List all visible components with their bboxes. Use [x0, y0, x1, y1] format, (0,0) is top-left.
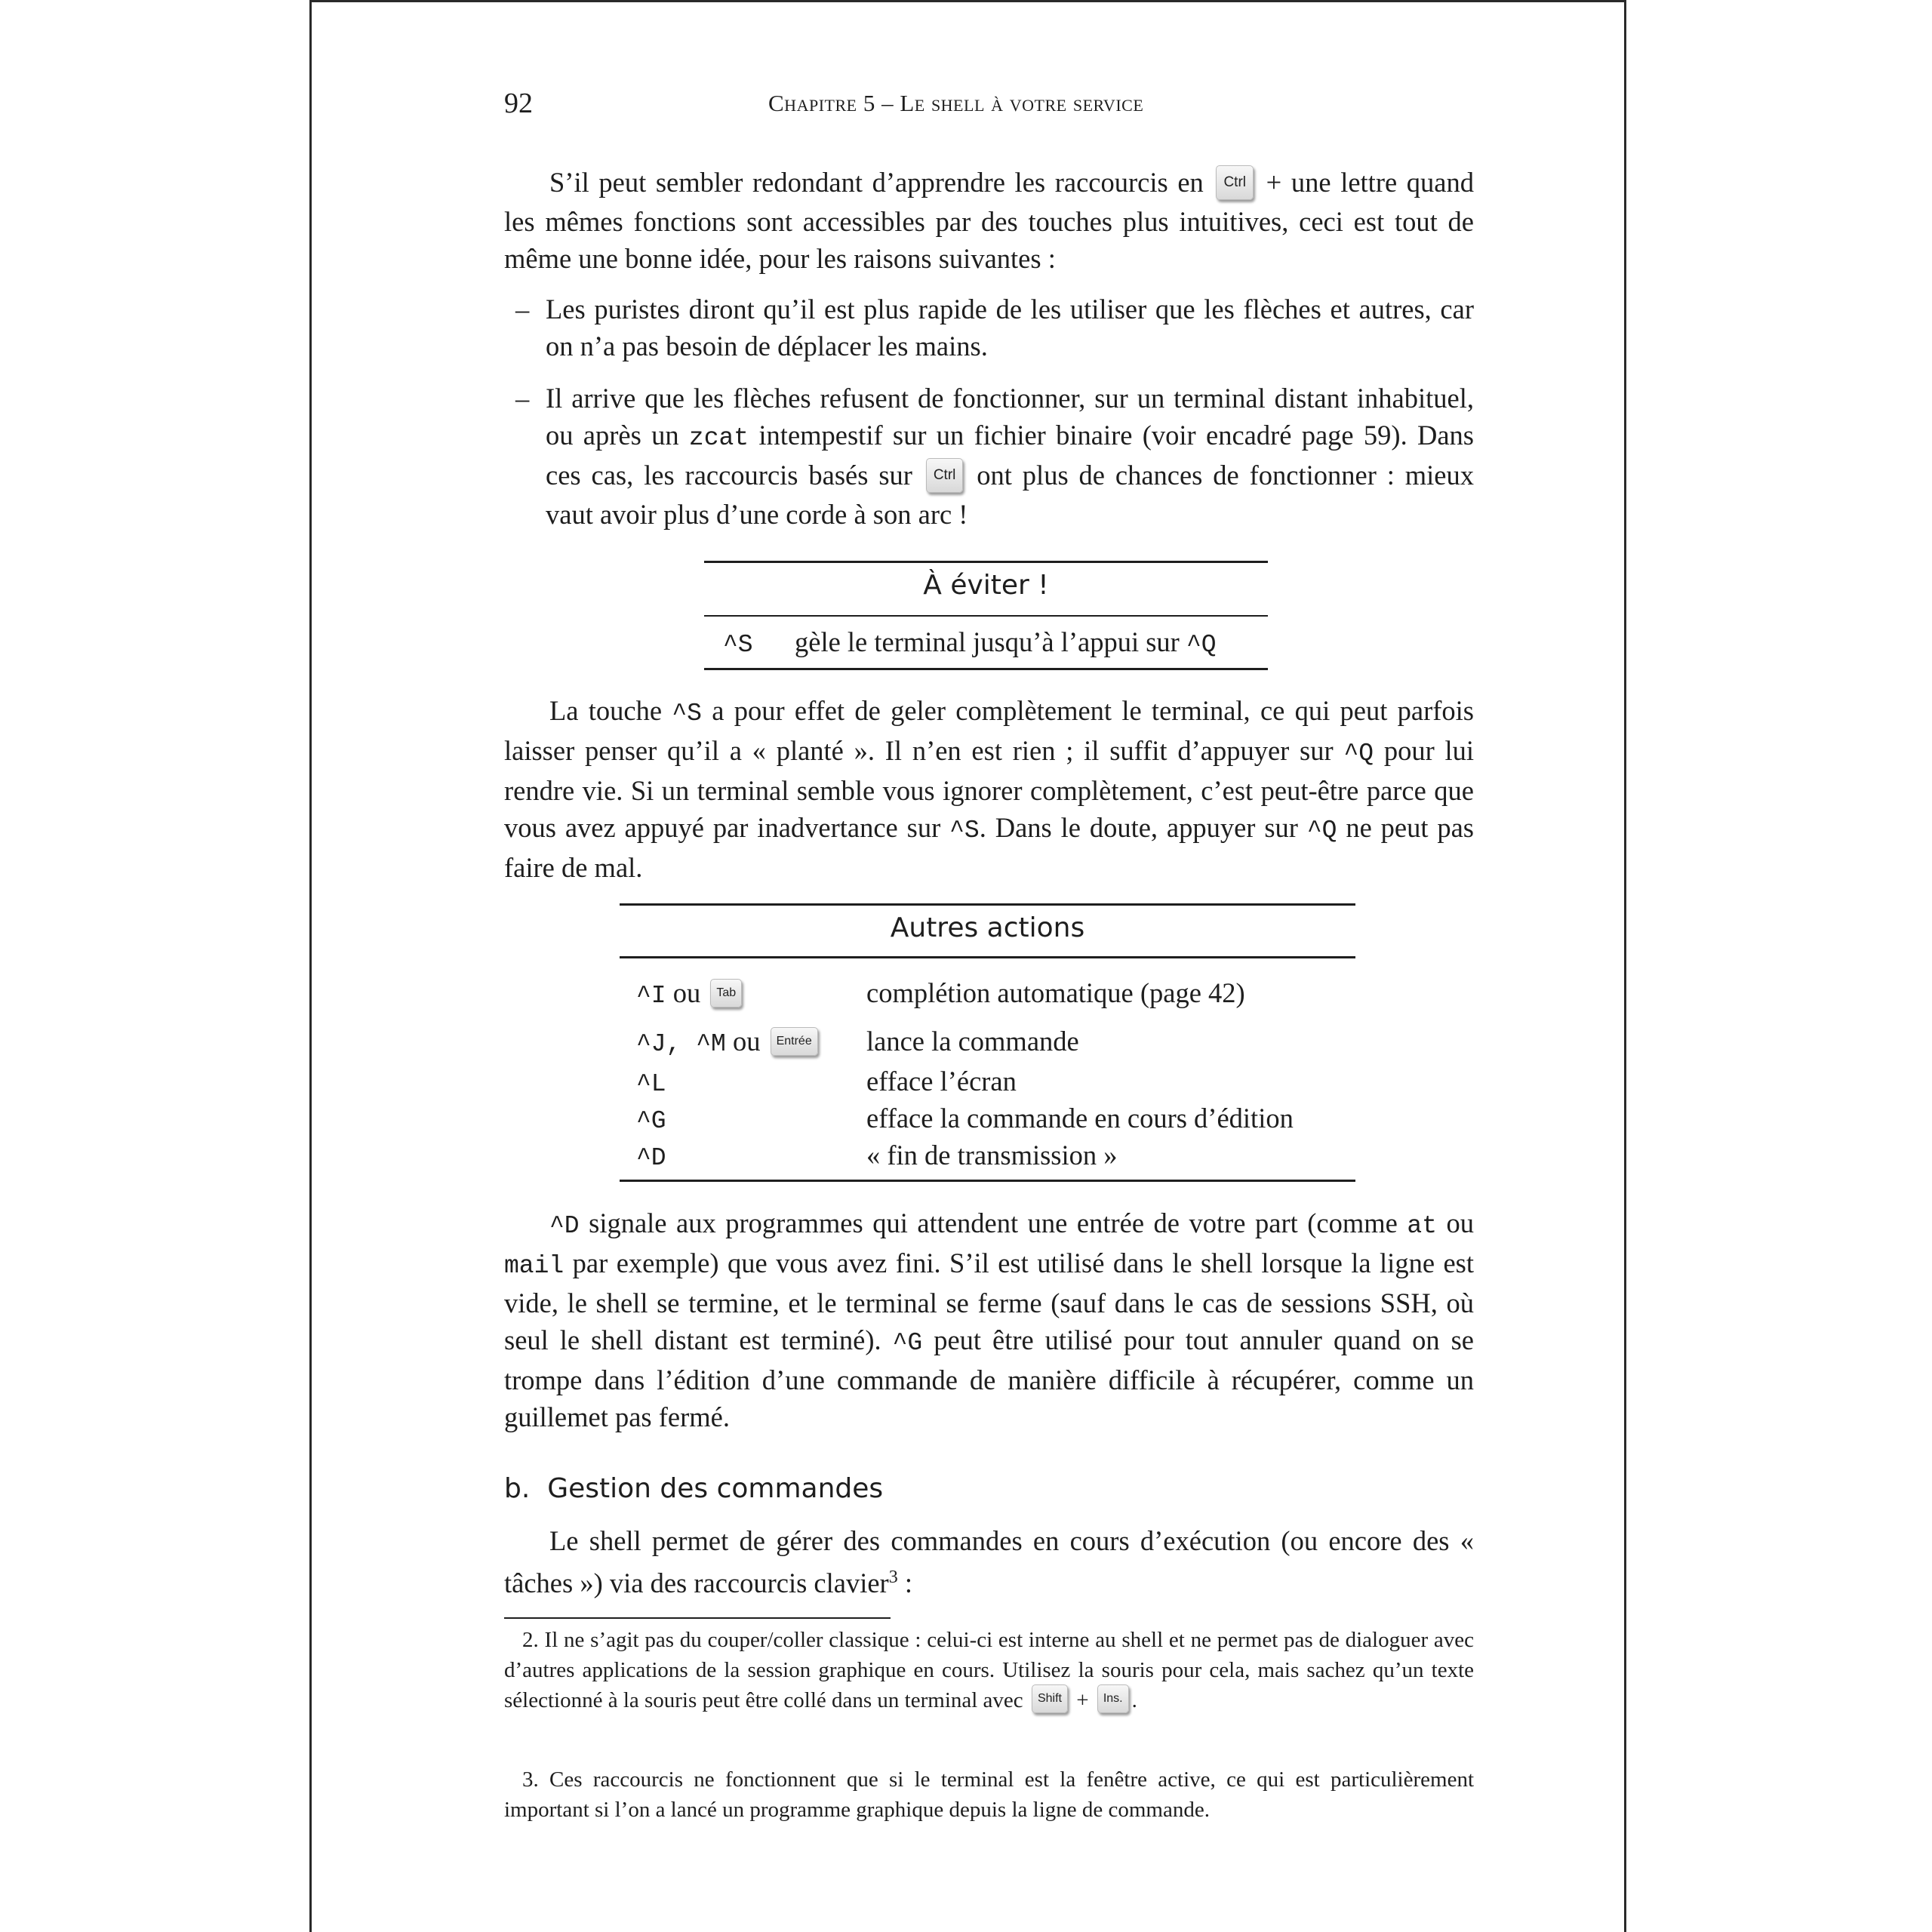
table-cell-desc: efface la commande en cours d’édition: [866, 1103, 1294, 1134]
table-mid-rule: [704, 615, 1268, 617]
paragraph-intro: [504, 164, 1474, 277]
ctrl-key-icon: Ctrl: [1216, 165, 1254, 200]
table-cell-key: ^D: [636, 1144, 666, 1172]
paragraph-eot: ^D signale aux programmes qui attendent une entrée de votre part (comme at ou mail par exemple) que vous avez fini. S’il est utilisé dans le shell lorsque la ligne est vide, le shell se termine, et le terminal se ferme (sauf dans le cas de sessions SSH, où seul le shell distant est terminé). ^G peut être utilisé pour tout annuler quand on se trompe dans l’édition d’une commande de manière difficile à récupérer, comme un guillemet pas fermé.: [504, 1208, 1475, 1432]
footnote-3: 3. Ces raccourcis ne fonctionnent que si le terminal est la fenêtre active, ce qui est particulièrement important si l’on a lancé un programme graphique depuis la ligne de commande.: [504, 1767, 1474, 1822]
text: ont plus de chances de fonctionner : mieux vaut avoir plus d’une corde à son arc !: [546, 460, 1474, 530]
table-cell-key: ^J, ^M ou Entrée: [636, 1023, 821, 1063]
text: S’il peut sembler redondant d’apprendre les raccourcis en: [549, 167, 1204, 198]
footnote-rule: [504, 1617, 891, 1619]
table-bottom-rule: [704, 668, 1268, 670]
table-top-rule: [620, 903, 1355, 906]
text: intempestif sur un fichier binaire (voir encadré page 59). Dans ces cas, les raccourcis basés sur: [546, 420, 1475, 491]
paragraph-freeze: La touche ^S a pour effet de geler complètement le terminal, ce qui peut parfois laisser penser qu’il a « planté ». Il n’en est rien ; il suffit d’appuyer sur ^Q pour lui rendre vie. Si un terminal semble vous ignorer complètement, c’est peut-être parce que vous avez appuyé par inadvertance sur ^S. Dans le doute, appuyer sur ^Q ne peut pas faire de mal.: [504, 695, 1475, 883]
table-title: Autres actions: [890, 912, 1085, 943]
table-cell-key: ^G: [636, 1107, 666, 1135]
table-cell-key: ^L: [636, 1070, 666, 1098]
dash-bullet: –: [515, 383, 530, 414]
table-bottom-rule: [620, 1180, 1355, 1182]
table-cell-desc: complétion automatique (page 42): [866, 977, 1245, 1008]
table-title: À éviter !: [923, 570, 1049, 601]
section-heading: b. Gestion des commandes: [504, 1473, 884, 1504]
table-top-rule: [704, 561, 1268, 563]
text: Il arrive que les flèches refusent de fonctionner, sur un terminal distant inhabituel, ou après un: [546, 383, 1474, 451]
table-cell-key: ^I ou Tab: [636, 974, 745, 1014]
insert-key-icon: Ins.: [1097, 1684, 1129, 1713]
text: Les puristes diront qu’il est plus rapide de les utiliser que les flèches et autres, car on n’a pas besoin de déplacer les mains.: [546, 294, 1474, 361]
book-page: [309, 0, 1626, 1932]
paragraph-jobs: Le shell permet de gérer des commandes en cours d’exécution (ou encore des « tâches ») via des raccourcis clavier$^3$ :: [504, 1525, 1474, 1599]
enter-key-icon: Entrée: [771, 1027, 818, 1056]
table-cell-key: ^S: [723, 631, 753, 659]
list-item: [515, 291, 1474, 365]
list-item: [515, 380, 1475, 533]
dash-bullet: –: [515, 294, 530, 325]
shift-key-icon: Shift: [1032, 1684, 1068, 1713]
table-cell-desc: « fin de transmission »: [866, 1140, 1118, 1171]
footnote-ref: 3: [888, 1567, 898, 1587]
table-cell-desc: gèle le terminal jusqu’à l’appui sur ^Q: [795, 626, 1217, 659]
table-cell-desc: lance la commande: [866, 1026, 1079, 1057]
table-cell-desc: efface l’écran: [866, 1066, 1017, 1097]
ctrl-key-icon: Ctrl: [926, 458, 964, 493]
table-mid-rule: [620, 956, 1355, 958]
chapter-title: Chapitre 5 – Le shell à votre service: [768, 90, 1144, 116]
tab-key-icon: Tab: [710, 979, 742, 1008]
page-number: 92: [504, 88, 533, 119]
code-text: zcat: [688, 424, 749, 452]
footnote-2: 2. Il ne s’agit pas du couper/coller classique : celui-ci est interne au shell et ne permet pas de dialoguer avec d’autres applications de la session graphique en cours. Utilisez la souris pour cela, mais sachez qu’un texte sélectionné à la souris peut être collé dans un terminal avec Shift + Ins. .: [504, 1628, 1475, 1712]
text: + une lettre quand les mêmes fonctions sont accessibles par des touches plus intuitives, ceci est tout de même une bonne idée, pour les raisons suivantes :: [504, 167, 1475, 274]
running-header: [504, 87, 1474, 125]
